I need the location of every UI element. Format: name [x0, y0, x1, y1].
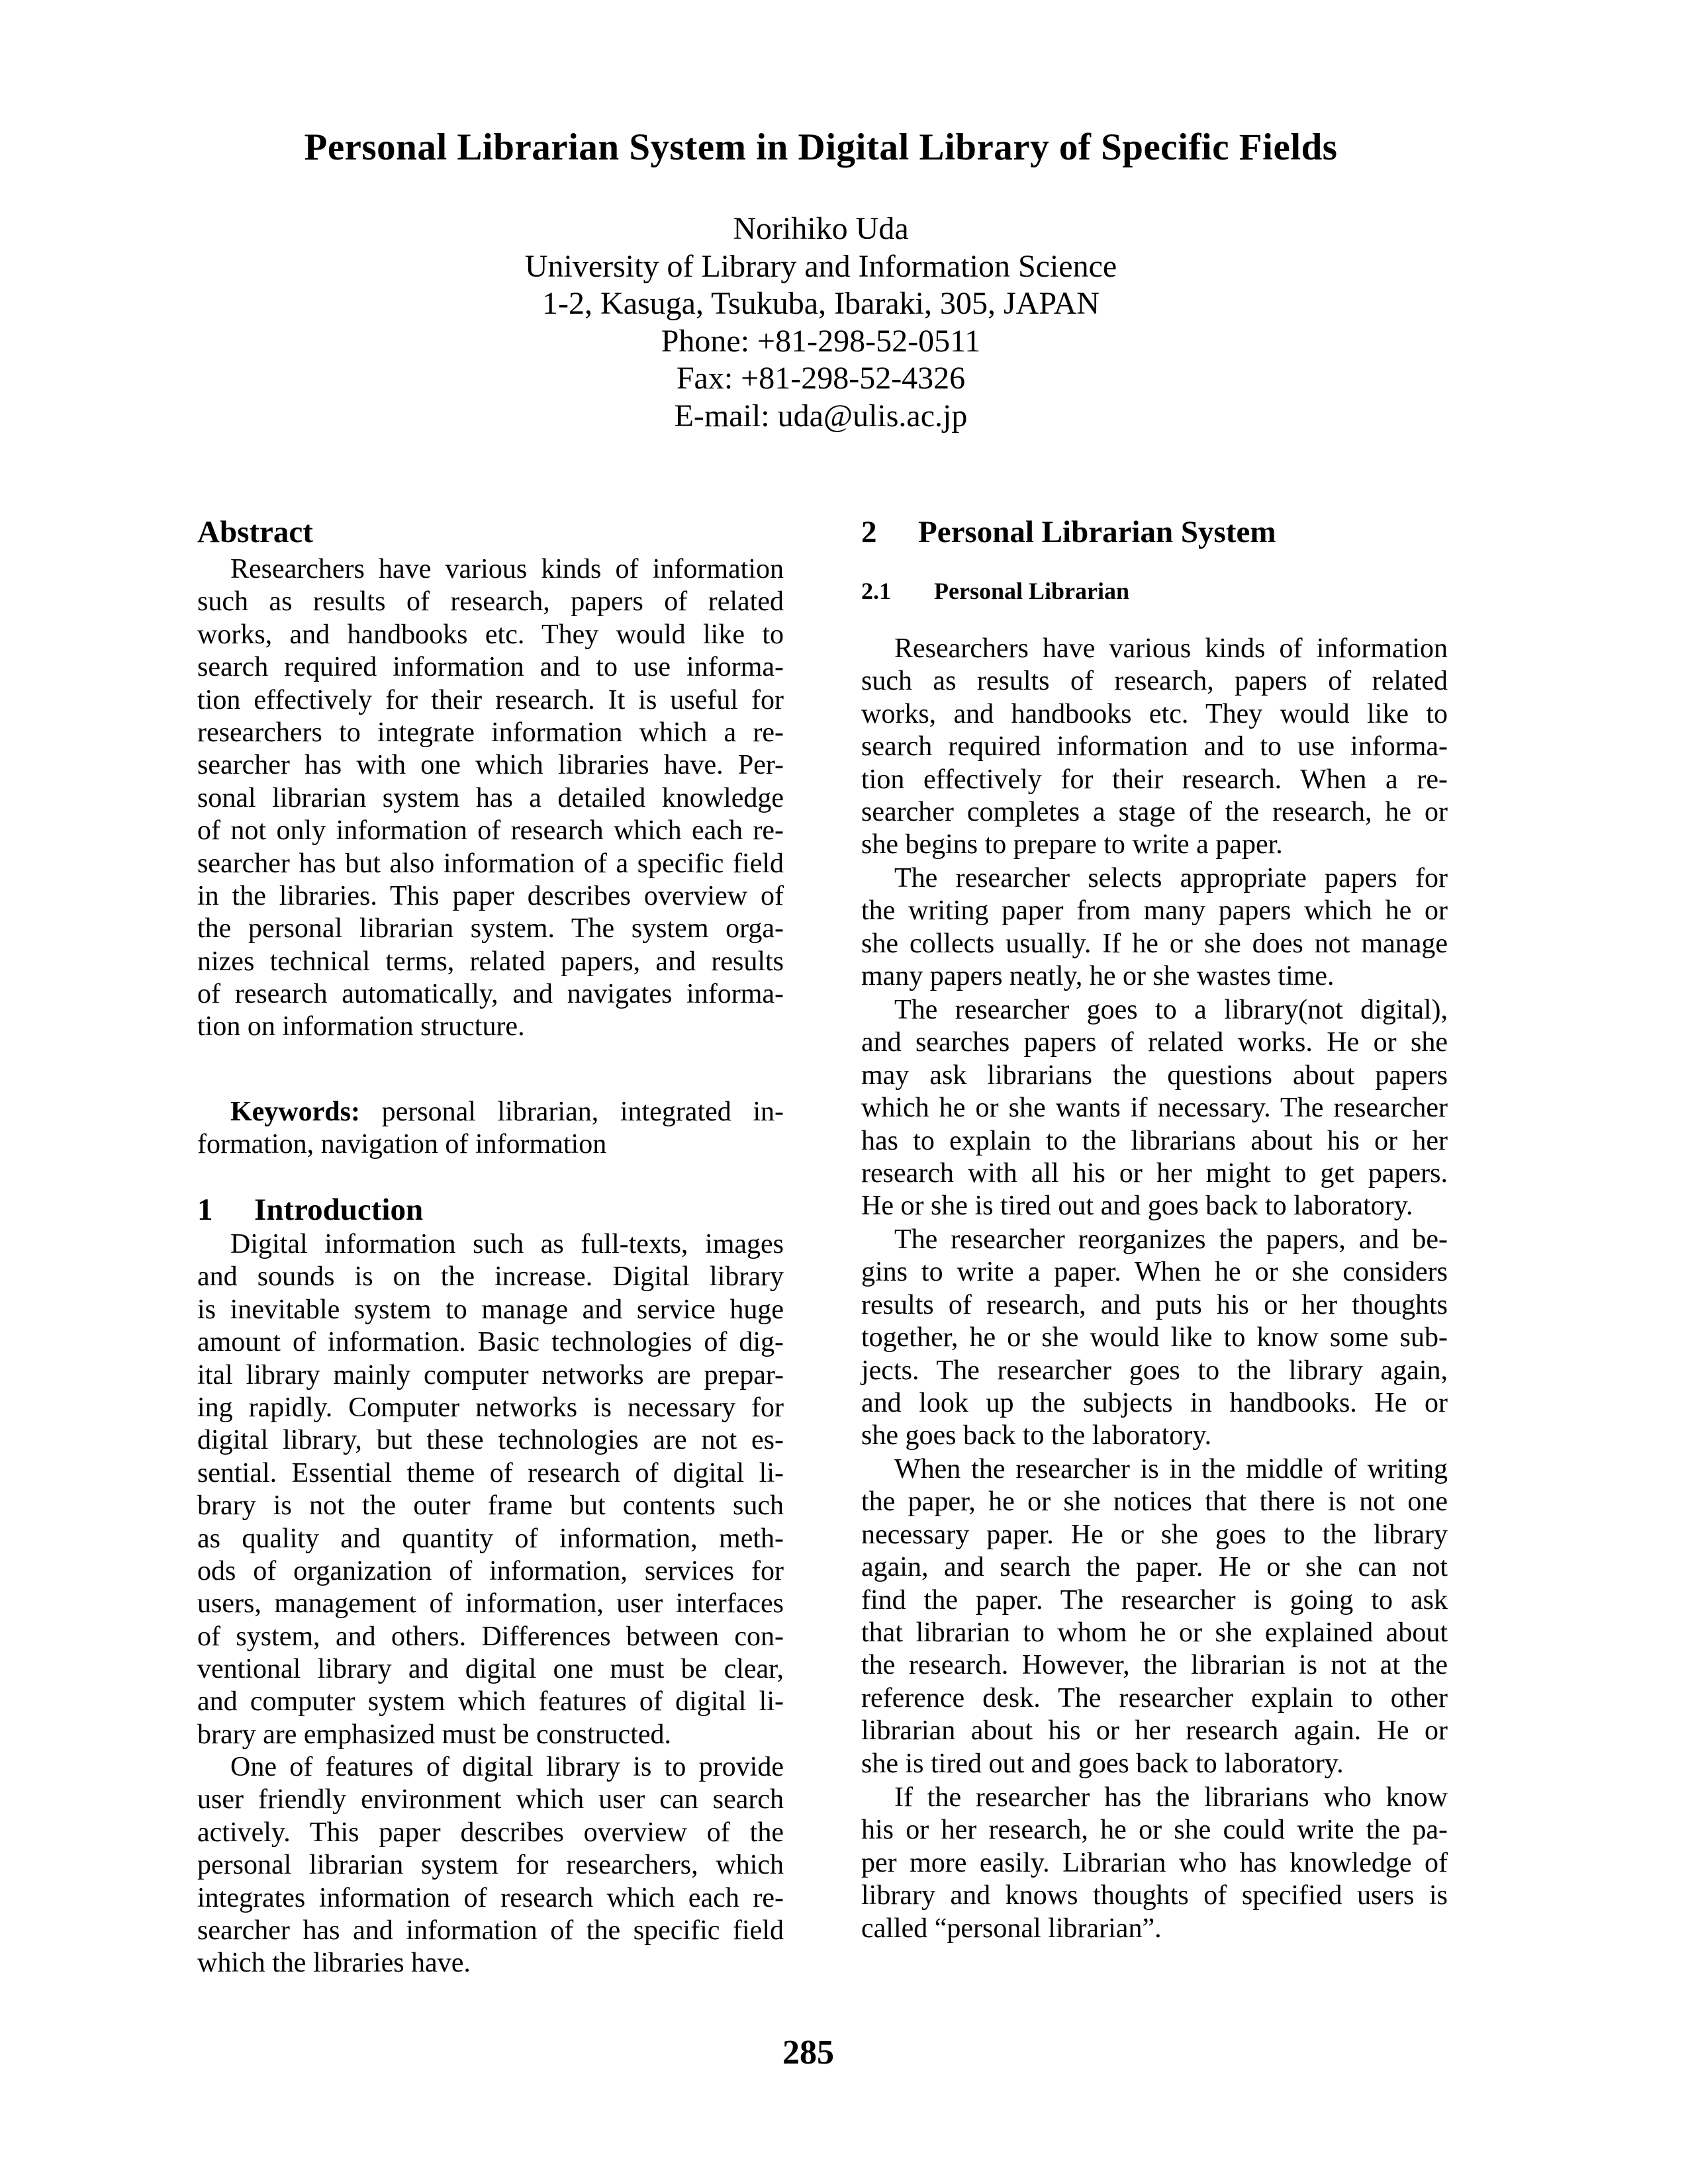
text-line: He or she is tired out and goes back to laboratory. [861, 1191, 1413, 1222]
paragraph [861, 633, 1448, 862]
text-line: his or her research, he or she could write the pa- [861, 1815, 1448, 1846]
text-line: again, and search the paper. He or she can not [861, 1552, 1448, 1583]
text-line: she begins to prepare to write a paper. [861, 829, 1283, 860]
text-line: tion effectively for their research. When a re- [861, 764, 1448, 795]
text-line: ing rapidly. Computer networks is necessary for [197, 1392, 784, 1423]
text-line: many papers neatly, he or she wastes time. [861, 961, 1335, 992]
text-line: and searches papers of related works. He or she [861, 1027, 1448, 1058]
text-line: ods of organization of information, services for [197, 1555, 784, 1586]
text-line: per more easily. Librarian who has knowledge of [861, 1847, 1448, 1878]
text-line: works, and handbooks etc. They would like to [861, 698, 1448, 729]
text-line: reference desk. The researcher explain to other [861, 1682, 1448, 1713]
text-line: Digital information such as full-texts, images [230, 1229, 784, 1259]
text-line: find the paper. The researcher is going to ask [861, 1584, 1448, 1615]
section-heading-personal-librarian-system [861, 512, 1276, 552]
abstract-line: tion on information structure. [197, 1011, 525, 1042]
text-line: which the libraries have. [197, 1948, 471, 1979]
text-line: the paper, he or she notices that there is not one [861, 1486, 1448, 1518]
author-fax: Fax: +81-298-52-4326 [676, 361, 966, 396]
text-line: user friendly environment which user can search [197, 1784, 784, 1815]
section-heading-introduction [197, 1190, 423, 1230]
text-line: the writing paper from many papers which he or [861, 895, 1448, 927]
text-line: The researcher selects appropriate papers for [894, 863, 1448, 893]
abstract-line: nizes technical terms, related papers, and results [197, 946, 784, 977]
text-line: which he or she wants if necessary. The researcher [861, 1093, 1448, 1124]
keywords-label: Keywords: [230, 1097, 360, 1127]
text-line: digital library, but these technologies are not es- [197, 1425, 784, 1456]
text-line: When the researcher is in the middle of writing [894, 1454, 1448, 1484]
text-line: that librarian to whom he or she explained about [861, 1617, 1448, 1648]
author-address: 1-2, Kasuga, Tsukuba, Ibaraki, 305, JAPAN [542, 286, 1100, 322]
section-title: Personal Librarian System [918, 515, 1276, 549]
subsection-number: 2.1 [861, 578, 891, 604]
abstract-body [197, 553, 784, 1044]
text-line: brary are emphasized must be constructed. [197, 1719, 672, 1750]
text-line: and sounds is on the increase. Digital library [197, 1261, 784, 1293]
text-line: sential. Essential theme of research of digital li- [197, 1457, 784, 1488]
introduction-paragraph-1 [197, 1228, 784, 1751]
text-line: librarian about his or her research again. He or [861, 1715, 1448, 1747]
text-line: and look up the subjects in handbooks. He or [861, 1387, 1448, 1418]
text-line: may ask librarians the questions about papers [861, 1060, 1448, 1091]
text-line: and computer system which features of digital li- [197, 1686, 784, 1717]
paragraph [861, 862, 1448, 993]
author-name: Norihiko Uda [733, 211, 909, 246]
paper-title: Personal Librarian System in Digital Library of Specific Fields [304, 126, 1338, 168]
text-line: integrates information of research which each re- [197, 1882, 784, 1913]
abstract-line: of research automatically, and navigates informa- [197, 979, 784, 1010]
paragraph [861, 1453, 1448, 1780]
subsection-title: Personal Librarian [934, 578, 1129, 604]
text-line: searcher completes a stage of the research, he or [861, 796, 1448, 827]
text-line: of system, and others. Differences between con- [197, 1621, 784, 1652]
author-email: E-mail: uda@ulis.ac.jp [674, 398, 968, 433]
abstract-line: searcher has but also information of a specific field [197, 848, 784, 879]
text-line: amount of information. Basic technologies of dig- [197, 1327, 784, 1358]
abstract-line: works, and handbooks etc. They would like to [197, 619, 784, 650]
text-line: the research. However, the librarian is not at the [861, 1650, 1448, 1681]
text-line: called “personal librarian”. [861, 1913, 1162, 1944]
keywords-line [197, 1096, 784, 1128]
subsection-heading-personal-librarian [861, 575, 1129, 607]
text-line: has to explain to the librarians about his or her [861, 1125, 1448, 1156]
text-line: The researcher reorganizes the papers, and be- [894, 1224, 1448, 1255]
introduction-paragraph-2 [197, 1751, 784, 1980]
text-line: together, he or she would like to know some sub- [861, 1322, 1448, 1353]
text-line: such as results of research, papers of related [861, 666, 1448, 697]
text-line: brary is not the outer frame but contents such [197, 1490, 784, 1522]
text-line: personal librarian system for researchers, which [197, 1850, 784, 1881]
text-line: gins to write a paper. When he or she considers [861, 1257, 1448, 1288]
text-line: is inevitable system to manage and service huge [197, 1294, 784, 1325]
text-line: ital library mainly computer networks are prepar- [197, 1359, 784, 1390]
author-phone: Phone: +81-298-52-0511 [661, 323, 981, 359]
abstract-line: Researchers have various kinds of information [230, 554, 784, 584]
text-line: as quality and quantity of information, meth- [197, 1523, 784, 1554]
paragraph [861, 1782, 1448, 1945]
text-line: actively. This paper describes overview of the [197, 1817, 784, 1848]
paragraph [861, 1224, 1448, 1453]
abstract-line: sonal librarian system has a detailed knowledge [197, 782, 784, 813]
text-line: The researcher goes to a library(not digital), [894, 995, 1448, 1025]
abstract-line: researchers to integrate information which a re- [197, 717, 784, 748]
paragraph [861, 994, 1448, 1223]
abstract-line: the personal librarian system. The system orga- [197, 913, 784, 944]
abstract-line: tion effectively for their research. It is useful for [197, 684, 784, 715]
text-line: library and knows thoughts of specified users is [861, 1880, 1448, 1911]
text-line: If the researcher has the librarians who know [894, 1782, 1448, 1813]
keywords-text: personal librarian, integrated in- [381, 1097, 784, 1127]
text-line: jects. The researcher goes to the library again, [861, 1355, 1448, 1386]
text-line: she is tired out and goes back to laboratory. [861, 1748, 1344, 1779]
text-line: users, management of information, user interfaces [197, 1588, 784, 1619]
keywords [197, 1096, 784, 1161]
right-column [861, 0, 1448, 2184]
author-affiliation: University of Library and Information Science [524, 248, 1117, 284]
text-line: ventional library and digital one must be clear, [197, 1654, 784, 1685]
section-title: Introduction [254, 1193, 424, 1227]
text-line: research with all his or her might to get papers. [861, 1158, 1448, 1189]
text-line: necessary paper. He or she goes to the library [861, 1519, 1448, 1550]
abstract-line: in the libraries. This paper describes overview of [197, 880, 784, 911]
text-line: One of features of digital library is to provide [230, 1752, 784, 1782]
section-number: 1 [197, 1193, 213, 1227]
keywords-line: formation, navigation of information [197, 1129, 607, 1160]
page-number: 285 [782, 2034, 834, 2071]
abstract-line: such as results of research, papers of related [197, 586, 784, 617]
abstract-heading: Abstract [197, 515, 313, 549]
text-line: she collects usually. If he or she does not manage [861, 928, 1448, 959]
abstract-line: of not only information of research which each re- [197, 815, 784, 846]
text-line: search required information and to use informa- [861, 731, 1448, 762]
text-line: searcher has and information of the specific field [197, 1915, 784, 1946]
abstract-line: search required information and to use informa- [197, 652, 784, 683]
left-column [197, 0, 784, 2184]
text-line: Researchers have various kinds of information [894, 633, 1448, 664]
text-line: she goes back to the laboratory. [861, 1420, 1212, 1451]
text-line: results of research, and puts his or her thoughts [861, 1289, 1448, 1320]
section-number: 2 [861, 515, 877, 549]
abstract-line: searcher has with one which libraries have. Per- [197, 750, 784, 781]
